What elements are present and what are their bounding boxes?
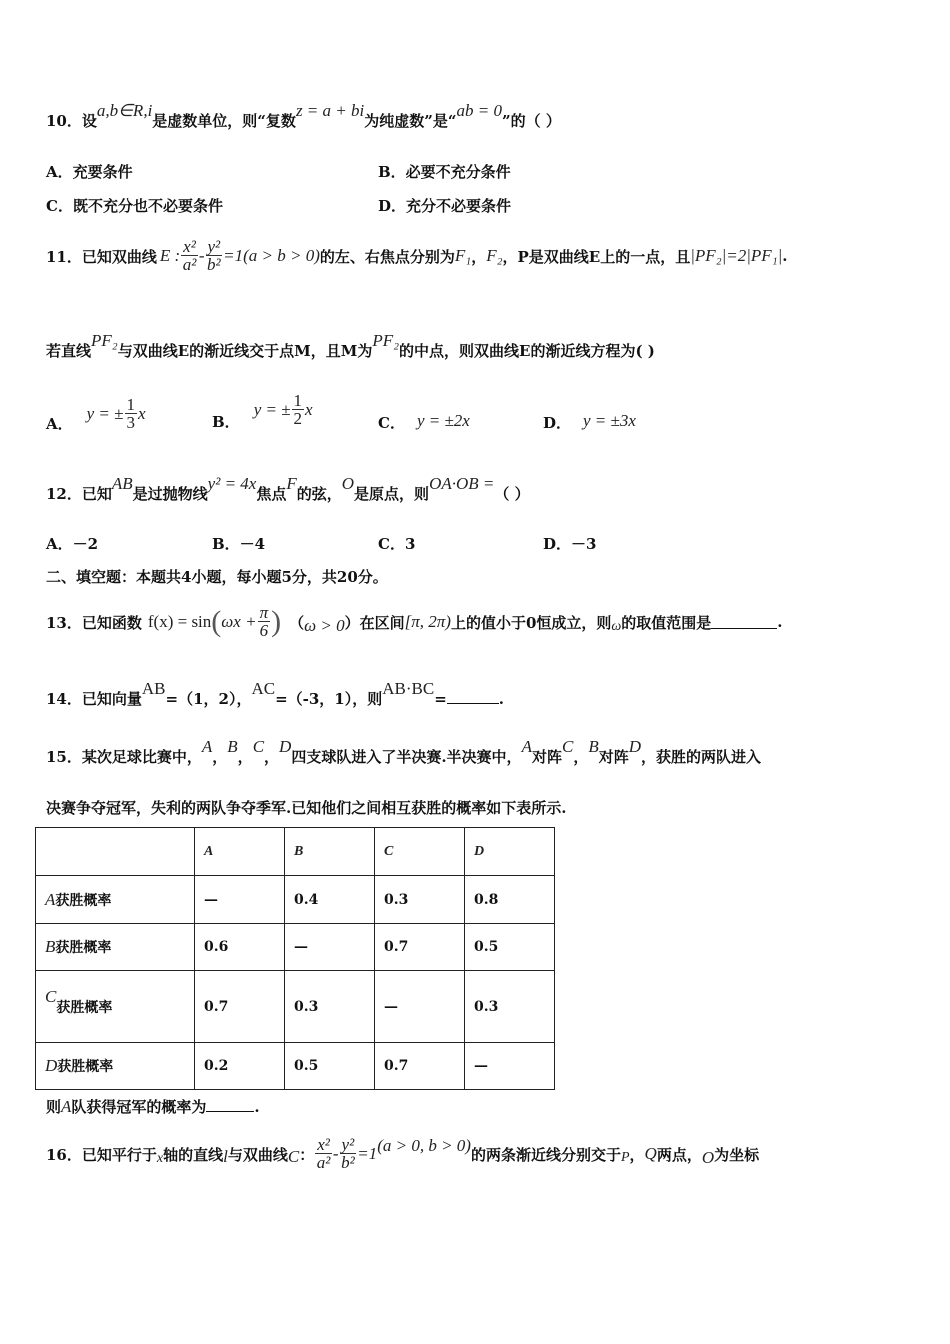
q10-number: 10．设 [46, 112, 97, 130]
q15-team-a: A [201, 737, 213, 756]
q10-stem [46, 101, 561, 131]
table-cell: 0.3 [375, 876, 465, 924]
q16-stem [46, 1130, 759, 1178]
q12-math-dot: OA·OB = [429, 474, 495, 493]
row-label: B获胜概率 [36, 924, 195, 971]
q13-text-5: . [777, 613, 783, 631]
q12-text-4: 是原点，则 [354, 485, 430, 503]
q16-math-x: x [156, 1151, 164, 1166]
q13-text-3: 上的值小于0恒成立，则 [450, 613, 612, 632]
q14-text-2: =（-3，1），则 [275, 690, 383, 708]
q10-option-c[interactable]: C．既不充分也不必要条件 [46, 197, 223, 215]
q10-text-3: ”的（ ） [501, 112, 561, 130]
table-cell: 0.7 [375, 924, 465, 971]
q12-option-c[interactable]: C．3 [378, 535, 416, 553]
q16-number: 16．已知平行于 [46, 1145, 157, 1164]
table-cell: — [375, 971, 465, 1043]
q16-text-2: 与双曲线 [227, 1145, 288, 1164]
q12-text-2: 焦点 [256, 485, 287, 503]
row-label: D获胜概率 [36, 1043, 195, 1090]
q10-math-complex: z = a + bi [295, 101, 365, 120]
table-cell: 0.6 [195, 924, 285, 971]
q11-math-condition: =1(a > b > 0) [223, 246, 320, 265]
q16-math-eq: =1 [357, 1144, 378, 1163]
q15-team-d: D [279, 737, 292, 756]
q16-frac-y: $\frac{\text{y²}}{\text{b²}}$ [341, 1135, 355, 1172]
q14-text-1: =（1，2）， [165, 690, 252, 708]
q11-stem-line2 [46, 331, 655, 361]
table-header-row [36, 828, 555, 876]
q14-vec-ab: AB [141, 679, 166, 698]
q10-option-d[interactable]: D．充分不必要条件 [378, 197, 512, 215]
q15-number: 15．某次足球比赛中， [46, 748, 202, 766]
q13-math-interval: [π, 2π) [404, 612, 451, 631]
q11-text-1: 的左、右焦点分别为 [319, 247, 455, 266]
table-row [36, 971, 555, 1043]
q11-option-b[interactable]: B． y = ± $\frac{1}{2}$ x [212, 391, 313, 431]
q11-math-pf2-2: PF₂ [372, 331, 400, 350]
q12-text-3: 的弦， [296, 485, 342, 503]
q12-stem [46, 474, 530, 504]
q13-math-func: f(x) = sin [147, 612, 212, 631]
q16-math-o: O [701, 1148, 715, 1167]
table-cell: 0.2 [195, 1043, 285, 1090]
table-row [36, 1043, 555, 1090]
q10-text-2: 为纯虚数”是“ [364, 112, 457, 130]
q12-text-1: 是过抛物线 [132, 485, 208, 503]
table-cell: 0.8 [465, 876, 555, 924]
q13-frac-pi: $\frac{\pi}{6}$ [259, 603, 269, 640]
q16-math-p: P [620, 1150, 630, 1165]
q11-math-f1: F₁ [454, 246, 472, 265]
q12-number: 12．已知 [46, 485, 112, 503]
table-cell: 0.3 [285, 971, 375, 1043]
table-cell: 0.7 [375, 1043, 465, 1090]
q14-stem [46, 679, 505, 709]
q14-text-3: = [434, 690, 447, 708]
q10-math-condition: ab = 0 [456, 101, 502, 120]
q10-math-set: a,b∈R,i [96, 101, 153, 120]
q13-math-inner: ωx + [221, 612, 257, 631]
q11-comma: ， [471, 247, 487, 266]
q12-option-a[interactable]: A．－2 [46, 535, 99, 553]
q16-text-4: 的两条渐近线分别交于 [470, 1145, 621, 1164]
q11-math-ratio: |PF₂|=2|PF₁| [690, 246, 783, 265]
q11-number: 11．已知双曲线 [46, 247, 157, 266]
q10-text-1: 是虚数单位，则“复数 [152, 112, 296, 130]
q12-text-5: （ ） [494, 485, 530, 503]
q16-text-5: ， [629, 1145, 645, 1164]
q13-math-omega-pos: ω > 0 [304, 616, 345, 635]
q11-option-a[interactable]: A． y = ± $\frac{1}{3}$ x [46, 395, 146, 433]
q11-option-c[interactable]: C． y = ±2x [378, 411, 470, 432]
q16-frac-x: $\frac{\text{x²}}{\text{a²}}$ [316, 1135, 331, 1172]
q14-vec-dot: AB·BC [382, 679, 435, 698]
q11-math-pf2: PF₂ [91, 331, 118, 350]
table-header-cell: B [285, 828, 375, 876]
q15-text-1: 四支球队进入了半决赛.半决赛中， [291, 748, 522, 766]
table-header-cell: D [465, 828, 555, 876]
q14-number: 14．已知向量 [46, 690, 142, 708]
q10-option-b[interactable]: B．必要不充分条件 [378, 163, 511, 181]
q11-stem [46, 234, 788, 278]
q15-stem: 15．某次足球比赛中，A，B，C，D四支球队进入了半决赛.半决赛中，A对阵C，B对阵D，获胜的两队进入 [46, 737, 762, 766]
table-header-cell: C [375, 828, 465, 876]
q15-answer-blank[interactable] [206, 1099, 254, 1112]
q11-math-e: E : [159, 246, 181, 265]
q15-question: 则A队获得冠军的概率为 . [46, 1097, 260, 1116]
q16-text-3: ： [299, 1145, 315, 1164]
q13-math-omega: ω [611, 619, 622, 634]
q14-text-4: . [498, 690, 505, 708]
q13-answer-blank[interactable] [711, 616, 777, 629]
table-cell: 0.4 [285, 876, 375, 924]
q11-text-3: . [782, 247, 788, 265]
q13-text-2: ）在区间 [344, 613, 405, 632]
table-cell: 0.5 [465, 924, 555, 971]
q11-option-d[interactable]: D． y = ±3x [543, 411, 636, 432]
row-label: C获胜概率 [36, 971, 195, 1043]
q11-l2-text-c: 的中点，则双曲线E的渐近线方程为( ) [399, 342, 655, 360]
q12-math-o: O [341, 474, 355, 493]
q13-text-4: 的取值范围是 [621, 613, 712, 632]
table-header-cell: A [195, 828, 285, 876]
table-cell: 0.3 [465, 971, 555, 1043]
table-row [36, 876, 555, 924]
table-cell: — [465, 1043, 555, 1090]
q16-math-condition: (a > 0, b > 0) [377, 1136, 471, 1155]
q11-math-f2: F₂ [486, 246, 503, 265]
table-cell: — [195, 876, 285, 924]
q12-option-b[interactable]: B．－4 [212, 535, 266, 553]
q15-team-c: C [252, 737, 265, 756]
q16-math-l: l [223, 1147, 228, 1166]
probability-table [35, 827, 555, 1090]
q16-math-c: C [287, 1147, 300, 1166]
q10-option-a[interactable]: A．充要条件 [46, 163, 133, 181]
q15-text-2: ，获胜的两队进入 [641, 748, 762, 766]
q16-minus: - [332, 1144, 339, 1163]
q11-frac-y: $\frac{\text{y²}}{\text{b²}}$ [207, 237, 221, 274]
q11-frac-x: $\frac{\text{x²}}{\text{a²}}$ [182, 237, 197, 274]
table-row [36, 924, 555, 971]
table-cell: — [285, 924, 375, 971]
table-cell: 0.5 [285, 1043, 375, 1090]
q16-math-q: Q [644, 1144, 657, 1163]
q16-text-1: 轴的直线 [163, 1145, 224, 1164]
q12-math-parabola: y² = 4x [207, 474, 257, 493]
table-cell: 0.7 [195, 971, 285, 1043]
q13-stem: 13．已知函数 f(x) = sin ( ωx + $\frac{\pi}{6}$ ) （ ω > 0 ）在区间 [π, 2π) 上的值小于0恒成立，则 ω 的取值范围是 . [46, 603, 783, 640]
q15-stem-line2: 决赛争夺冠军，失利的两队争夺季军.已知他们之间相互获胜的概率如下表所示. [46, 799, 567, 817]
q12-option-d[interactable]: D．－3 [543, 535, 597, 553]
q13-text-1: （ [289, 613, 305, 632]
q11-l2-text-a: 若直线 [46, 342, 92, 360]
q13-number: 13．已知函数 [46, 613, 142, 632]
q14-answer-blank[interactable] [447, 691, 499, 704]
q11-minus: - [198, 246, 205, 265]
table-header-cell [36, 828, 195, 876]
q11-text-2: ，P是双曲线E上的一点，且 [502, 247, 691, 266]
row-label: A获胜概率 [36, 876, 195, 924]
q16-text-7: 为坐标 [714, 1145, 760, 1164]
q14-vec-ac: AC [251, 679, 276, 698]
section-heading-fill-in: 二、填空题：本题共4小题，每小题5分，共20分。 [46, 568, 388, 586]
q12-math-f: F [286, 474, 297, 493]
q12-math-ab: AB [111, 474, 133, 493]
q15-team-b: B [227, 737, 238, 756]
q11-l2-text-b: 与双曲线E的渐近线交于点M，且M为 [117, 342, 373, 360]
q16-text-6: 两点， [656, 1145, 702, 1164]
